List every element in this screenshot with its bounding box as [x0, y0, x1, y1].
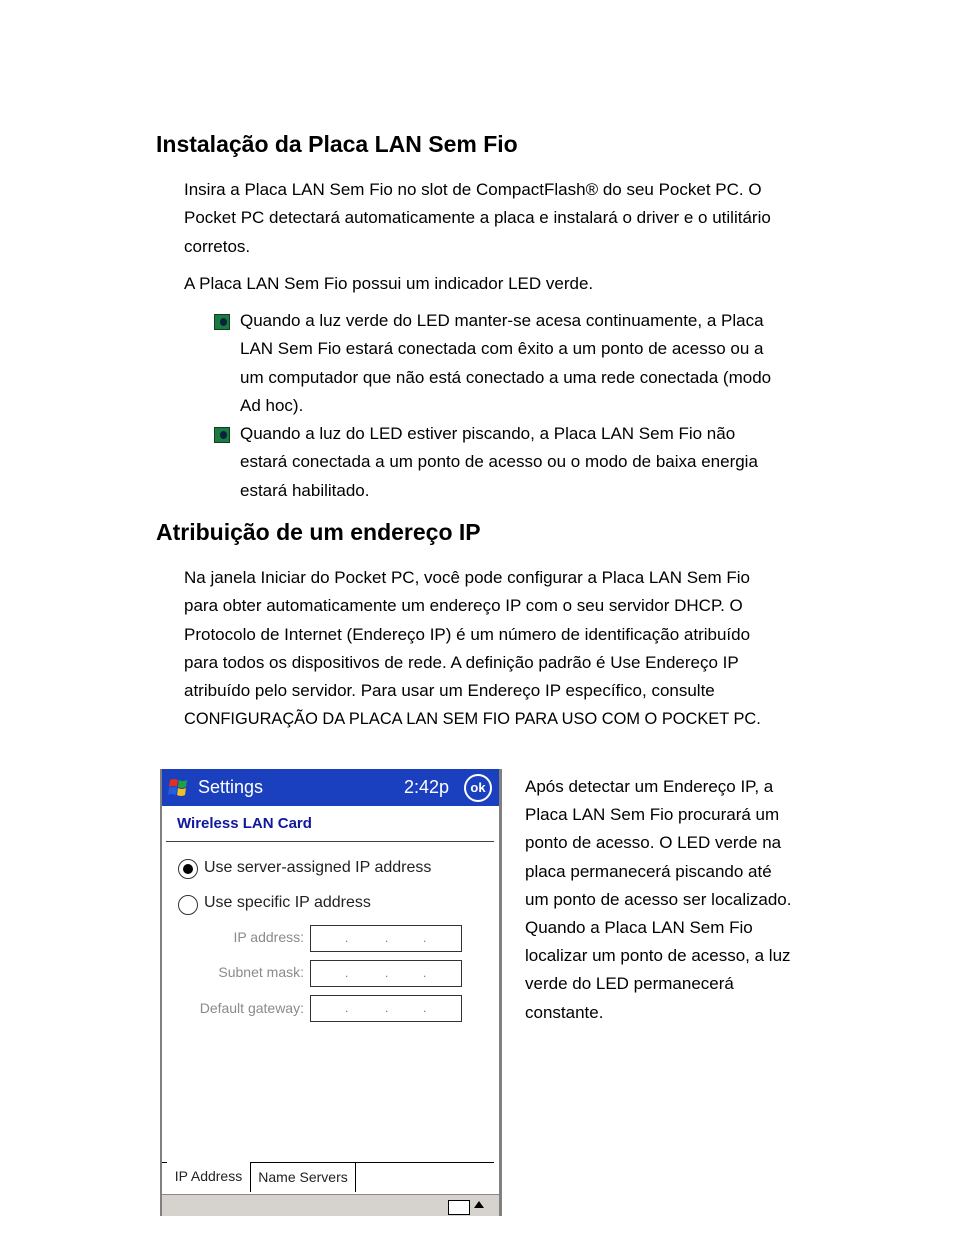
installation-paragraph — [184, 176, 854, 261]
text-line: Placa LAN Sem Fio procurará um — [525, 805, 780, 825]
section-heading-installation: Instalação da Placa LAN Sem Fio — [156, 131, 518, 157]
led-paragraph: A Placa LAN Sem Fio possui um indicador LED verde. — [184, 274, 594, 293]
ip-address-label: IP address: — [233, 929, 304, 945]
pocket-pc-screenshot — [160, 769, 502, 1216]
radio-specific-ip-label: Use specific IP address — [204, 894, 371, 911]
keyboard-icon[interactable] — [448, 1200, 470, 1215]
bottom-bar — [162, 1194, 499, 1216]
bullet-icon — [214, 427, 230, 443]
text-line: um computador que não está conectado a uma rede conectada (modo — [240, 367, 772, 387]
text-line: um ponto de acesso ser localizado. — [525, 889, 792, 909]
ok-button[interactable]: ok — [464, 774, 492, 802]
title-bar — [162, 769, 499, 806]
text-line: estará habilitado. — [240, 480, 370, 500]
text-line: Na janela Iniciar do Pocket PC, você pode configurar a Placa LAN Sem Fio — [184, 568, 751, 587]
text-line: Quando a Placa LAN Sem Fio — [525, 918, 753, 938]
divider — [166, 841, 494, 842]
tab-name-servers[interactable]: Name Servers — [251, 1162, 356, 1192]
subnet-mask-input[interactable]: . . . — [310, 960, 462, 987]
text-line: LAN Sem Fio estará conectada com êxito a um ponto de acesso ou a — [240, 339, 764, 359]
default-gateway-label: Default gateway: — [199, 1000, 304, 1016]
windows-flag-icon[interactable] — [166, 775, 192, 800]
text-line: localizar um ponto de acesso, a luz — [525, 946, 791, 966]
app-title: Settings — [198, 777, 264, 797]
tab-ip-address[interactable]: IP Address — [167, 1162, 251, 1192]
ip-address-input[interactable]: . . . — [310, 925, 462, 952]
input-panel-arrow-icon[interactable] — [474, 1201, 484, 1208]
panel-subtitle: Wireless LAN Card — [177, 815, 312, 832]
text-line: constante. — [525, 1002, 604, 1022]
text-line: Protocolo de Internet (Endereço IP) é um número de identificação atribuído — [184, 624, 751, 644]
text-line: Quando a luz verde do LED manter-se acesa continuamente, a Placa — [240, 311, 764, 330]
ip-paragraph — [184, 564, 854, 734]
text-line: Insira a Placa LAN Sem Fio no slot de CompactFlash® do seu Pocket PC. O — [184, 180, 762, 199]
text-line: Pocket PC detectará automaticamente a placa e instalará o driver e o utilitário — [184, 208, 771, 228]
text-line: para obter automaticamente um endereço IP com o seu servidor DHCP. O — [184, 596, 743, 616]
text-line: corretos. — [184, 236, 251, 256]
bullet-icon — [214, 314, 230, 330]
text-line: Quando a luz do LED estiver piscando, a Placa LAN Sem Fio não — [240, 424, 736, 443]
text-line: atribuído pelo servidor. Para usar um Endereço IP específico, consulte — [184, 681, 715, 701]
text-line: estará conectada a um ponto de acesso ou o modo de baixa energia — [240, 452, 758, 472]
text-line: ponto de acesso. O LED verde na — [525, 833, 782, 853]
subnet-mask-label: Subnet mask: — [218, 964, 304, 980]
text-line: para todos os dispositivos de rede. A definição padrão é Use Endereço IP — [184, 652, 739, 672]
text-line: verde do LED permanecerá — [525, 974, 734, 994]
text-line: CONFIGURAÇÃO DA PLACA LAN SEM FIO PARA USO COM O POCKET PC. — [184, 710, 761, 729]
default-gateway-input[interactable]: . . . — [310, 995, 462, 1022]
radio-server-assigned-label: Use server-assigned IP address — [204, 859, 432, 876]
radio-specific-ip[interactable] — [178, 895, 198, 915]
radio-server-assigned[interactable] — [178, 859, 198, 879]
clock: 2:42p — [404, 777, 450, 797]
side-paragraph — [525, 773, 792, 1027]
text-line: Ad hoc). — [240, 395, 304, 415]
section-heading-ip: Atribuição de um endereço IP — [156, 519, 481, 545]
text-line: placa permanecerá piscando até — [525, 861, 772, 881]
text-line: Após detectar um Endereço IP, a — [525, 777, 774, 796]
